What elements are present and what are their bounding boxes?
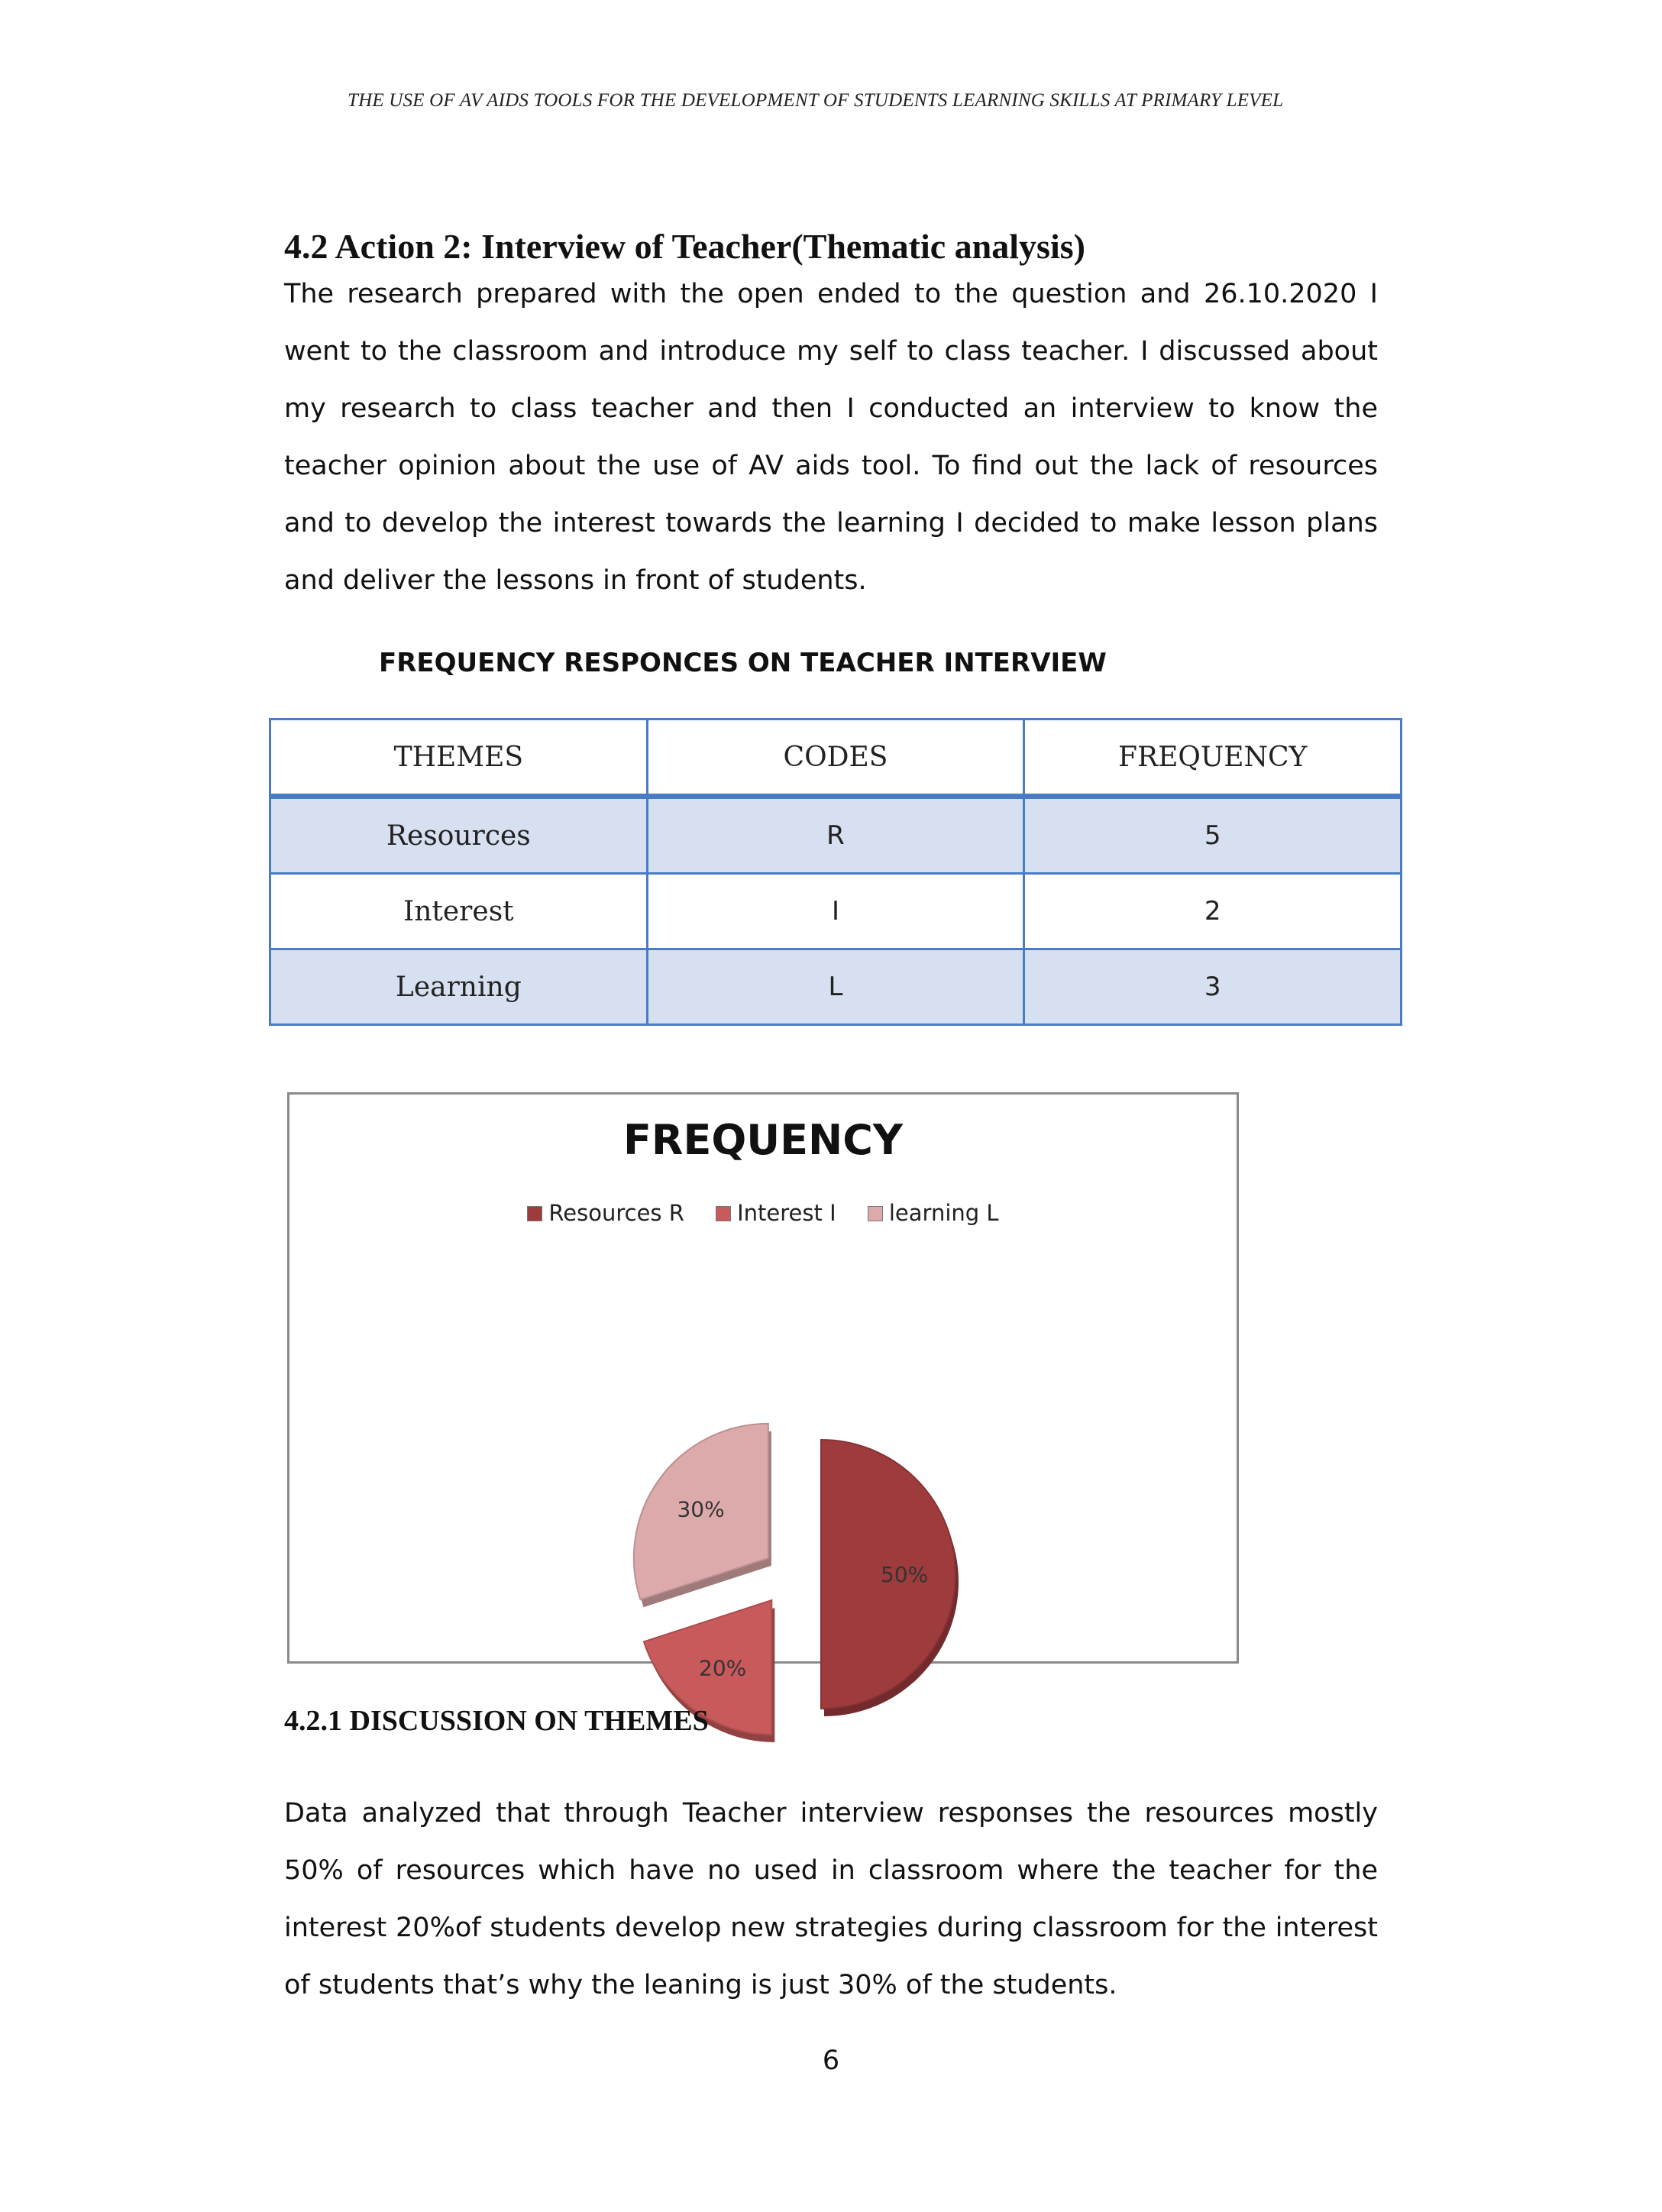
table-row <box>270 949 1402 1025</box>
subsection-title: 4.2.1 DISCUSSION ON THEMES <box>284 1705 709 1737</box>
header-codes: CODES <box>647 720 1024 797</box>
discussion-paragraph: Data analyzed that through Teacher interview responses the resources mostly 50% of resources which have no used in classroom where the teacher for the interest 20%of students develop new strategies during classroom for the interest of students that’s why the leaning is just 30% of the students. <box>284 1798 1378 2000</box>
frequency-cell: 5 <box>1024 797 1402 874</box>
table-title: FREQUENCY RESPONCES ON TEACHER INTERVIEW <box>379 648 1107 678</box>
data-label-learning: 30% <box>677 1496 725 1522</box>
frequency-table <box>269 718 1402 1026</box>
data-label-resources: 50% <box>881 1562 929 1587</box>
table-row <box>270 797 1402 874</box>
pie-chart <box>287 1092 1239 1681</box>
data-label-interest: 20% <box>699 1655 747 1681</box>
legend-label-learning: learning L <box>888 1200 999 1226</box>
pie-plot <box>289 1095 1237 1681</box>
running-header: THE USE OF AV AIDS TOOLS FOR THE DEVELOPMENT OF STUDENTS LEARNING SKILLS AT PRIMARY LEVEL <box>348 90 1284 111</box>
legend-label-interest: Interest I <box>737 1200 836 1226</box>
chart-title: FREQUENCY <box>623 1116 903 1164</box>
frequency-cell: 3 <box>1024 949 1402 1025</box>
frequency-cell: 2 <box>1024 874 1402 949</box>
theme-cell: Learning <box>270 949 648 1025</box>
page-number: 6 <box>822 2045 840 2076</box>
header-frequency: FREQUENCY <box>1024 720 1402 797</box>
section-title: 4.2 Action 2: Interview of Teacher(Thematic analysis) <box>284 227 1085 266</box>
code-cell: I <box>647 874 1024 949</box>
code-cell: L <box>647 949 1024 1025</box>
theme-cell: Resources <box>270 797 648 874</box>
table-header-row <box>270 720 1402 797</box>
code-cell: R <box>647 797 1024 874</box>
intro-paragraph: The research prepared with the open ended to the question and 26.10.2020 I went to the classroom and introduce my self to class teacher. I discussed about my research to class teacher and then I conducted an interview to know the teacher opinion about the use of AV aids tool. To find out the lack of resources and to develop the interest towards the learning I decided to make lesson plans and deliver the lessons in front of students. <box>284 279 1378 596</box>
header-themes: THEMES <box>270 720 648 797</box>
theme-cell: Interest <box>270 874 648 949</box>
legend-label-resources: Resources R <box>548 1200 684 1226</box>
table-row <box>270 874 1402 949</box>
